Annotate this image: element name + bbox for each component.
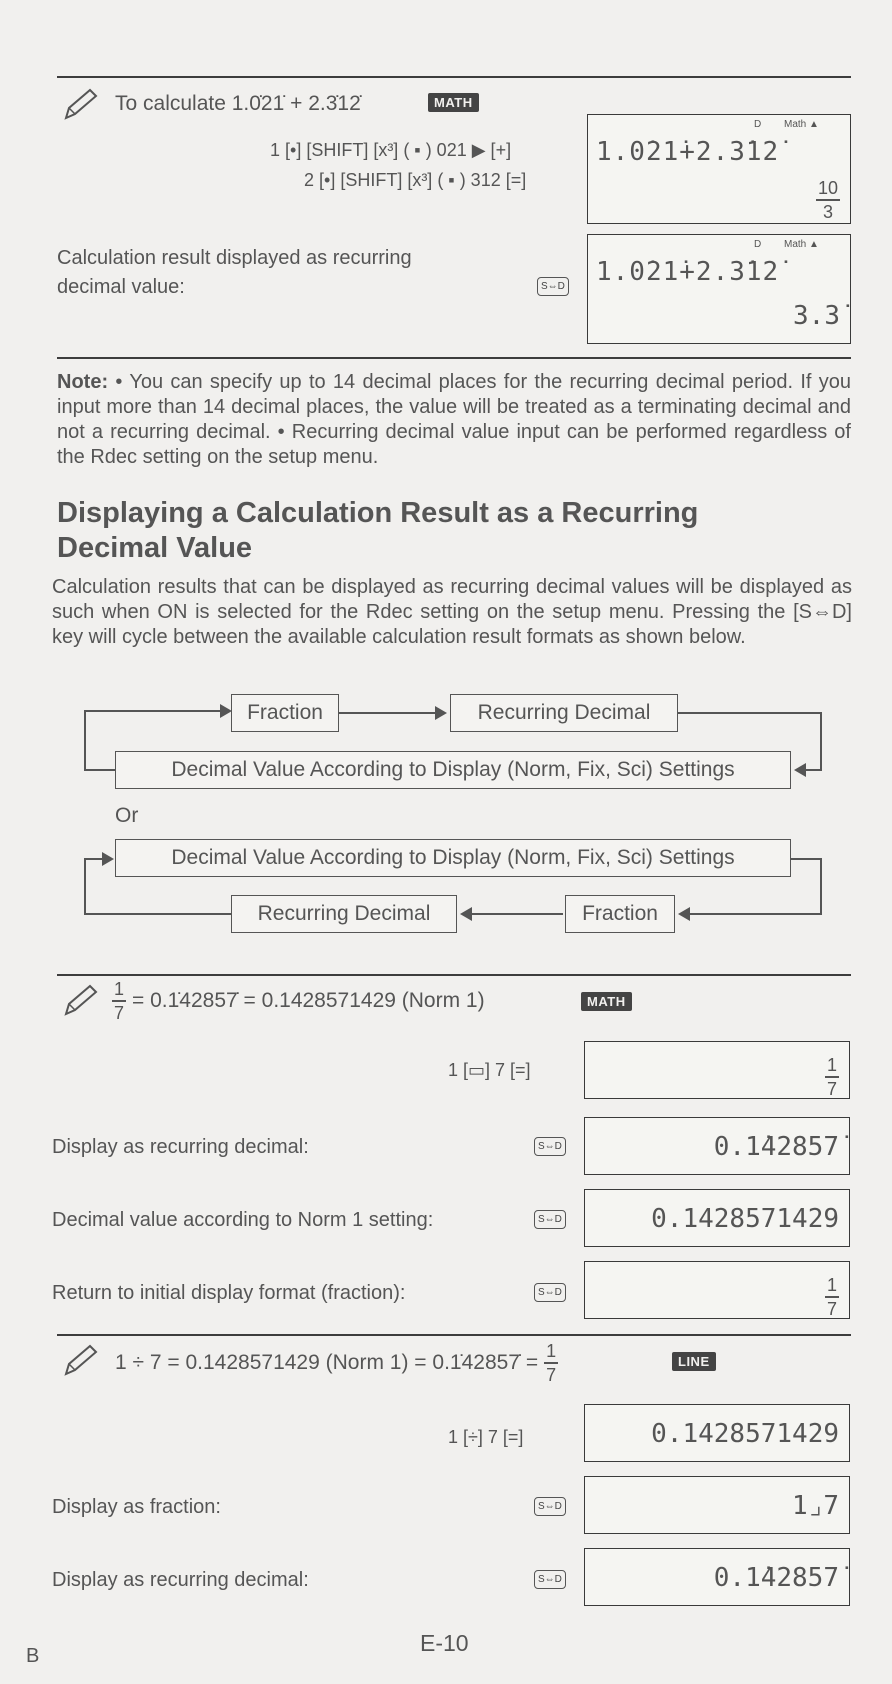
flow-connector <box>470 913 563 915</box>
flow-connector <box>84 858 86 914</box>
fraction-numerator: 10 <box>817 178 838 198</box>
calculator-screen <box>587 114 851 224</box>
screen-result-fraction <box>816 171 840 221</box>
fraction-numerator: 1 <box>546 1341 557 1361</box>
row-label: Display as recurring decimal: <box>52 1136 309 1158</box>
arrow-left-icon <box>460 907 472 921</box>
note-text: • You can specify up to 14 decimal places for the recurring decimal period. If you input more than 14 decimal places, the value will be treated as a terminating decimal and not a recurring decimal. • Recurring decimal value input can be performed regardless of the Rdec setting on the setup menu. <box>57 371 851 468</box>
calculator-screen <box>584 1189 850 1247</box>
row-label: Decimal value according to Norm 1 setting: <box>52 1209 434 1231</box>
arrow-right-icon <box>435 706 447 720</box>
fraction-denominator: 7 <box>826 1298 837 1319</box>
flow-connector <box>820 858 822 915</box>
fraction-denominator: 3 <box>822 201 833 222</box>
flow-connector <box>84 913 231 915</box>
row-label: Display as recurring decimal: <box>52 1569 309 1591</box>
section-rule <box>57 357 851 359</box>
flow-connector <box>339 712 441 714</box>
calculator-screen <box>584 1548 850 1606</box>
screen-result: 0.1̇42857̇ <box>713 1132 839 1162</box>
arrow-right-icon <box>102 852 114 866</box>
example-formula <box>115 1342 558 1384</box>
or-label: Or <box>115 804 139 827</box>
fraction-numerator: 1 <box>114 979 125 999</box>
fraction-numerator: 1 <box>826 1055 837 1075</box>
flow-box-recurring: Recurring Decimal <box>231 895 457 933</box>
formula-text: 1 ÷ 7 = 0.1428571429 (Norm 1) = 0.1̇42857̇ = <box>115 1350 539 1374</box>
fraction-denominator: 7 <box>826 1078 837 1099</box>
flow-connector <box>791 858 822 860</box>
arrow-left-icon <box>678 907 690 921</box>
pencil-icon <box>60 982 100 1018</box>
flow-connector <box>84 769 115 771</box>
key-sequence-line1: 1 [•] [SHIFT] [x³] ( ▪ ) 021 ▶ [+] <box>270 140 512 160</box>
key-sequence: 1 [÷] 7 [=] <box>448 1427 524 1447</box>
row-label: Display as fraction: <box>52 1496 221 1518</box>
note-paragraph <box>57 370 851 470</box>
pencil-icon <box>60 86 100 122</box>
page-number: E-10 <box>420 1630 469 1656</box>
example-formula <box>112 980 485 1022</box>
fraction-numerator: 1 <box>826 1275 837 1295</box>
key-sequence: 1 [▭] 7 [=] <box>448 1060 531 1080</box>
sd-key: S⇔D <box>534 1497 566 1516</box>
flow-connector <box>84 710 228 712</box>
flow-connector <box>678 712 822 714</box>
screen-input: 1.0̇21̇+2.3̇12̇ <box>596 257 780 287</box>
section-heading: Displaying a Calculation Result as a Recurring <box>57 497 699 529</box>
degree-indicator: D <box>754 119 762 130</box>
calculator-screen <box>584 1476 850 1534</box>
screen-result: 0.1428571429 <box>651 1204 839 1234</box>
pencil-icon <box>60 1342 100 1378</box>
flow-box-decimal: Decimal Value According to Display (Norm, Fix, Sci) Settings <box>115 839 791 877</box>
arrow-left-icon <box>794 763 806 777</box>
flow-connector <box>804 769 822 771</box>
screen-result-fraction <box>825 1048 839 1098</box>
example-title: To calculate 1.0̇21̇ + 2.3̇12̇ <box>115 92 361 115</box>
screen-result: 0.1̇42857̇ <box>713 1563 839 1593</box>
sd-key: S⇔D <box>534 1570 566 1589</box>
section-rule <box>57 974 851 976</box>
calculator-screen <box>587 234 851 344</box>
flow-box-fraction: Fraction <box>231 694 339 732</box>
sd-key: S⇔D <box>534 1137 566 1156</box>
formula-text: = 0.1̇42857̇ = 0.1428571429 (Norm 1) <box>132 988 485 1012</box>
flow-connector <box>688 913 822 915</box>
screen-input: 1.0̇21̇+2.3̇12̇ <box>596 137 780 167</box>
math-mode-badge: MATH <box>428 93 479 112</box>
flow-box-fraction: Fraction <box>565 895 675 933</box>
screen-result: 1⌟7 <box>792 1491 839 1521</box>
row-label: Return to initial display format (fraction): <box>52 1282 406 1304</box>
section-heading-cont: Decimal Value <box>57 532 253 564</box>
fraction-denominator: 7 <box>114 1002 125 1023</box>
line-mode-badge: LINE <box>672 1352 716 1371</box>
result-label: Calculation result displayed as recurring <box>57 247 412 269</box>
math-indicator: Math ▲ <box>784 239 819 250</box>
fraction-denominator: 7 <box>546 1364 557 1385</box>
screen-result: 0.1428571429 <box>651 1419 839 1449</box>
calculator-screen <box>584 1041 850 1099</box>
sd-key: S⇔D <box>534 1283 566 1302</box>
section-body: Calculation results that can be displayed as recurring decimal values will be displayed as such when ON is selected for the Rdec setting on the setup menu. Pressing the [S⇔D] key will cycle between the available calculation result formats as shown below. <box>52 576 852 648</box>
flow-connector <box>84 710 86 770</box>
calculator-screen <box>584 1404 850 1462</box>
screen-result-fraction <box>825 1268 839 1318</box>
section-rule <box>57 76 851 78</box>
flow-box-recurring: Recurring Decimal <box>450 694 678 732</box>
flow-box-decimal: Decimal Value According to Display (Norm, Fix, Sci) Settings <box>115 751 791 789</box>
calculator-screen <box>584 1261 850 1319</box>
section-rule <box>57 1334 851 1336</box>
flow-connector <box>820 712 822 771</box>
result-label-cont: decimal value: <box>57 276 185 298</box>
math-mode-badge: MATH <box>581 992 632 1011</box>
math-indicator: Math ▲ <box>784 119 819 130</box>
note-label: Note: <box>57 371 109 393</box>
calculator-screen <box>584 1117 850 1175</box>
screen-result: 3.3̇ <box>793 301 840 331</box>
footer-letter: B <box>26 1645 40 1667</box>
sd-key: S⇔D <box>537 277 569 296</box>
degree-indicator: D <box>754 239 762 250</box>
sd-key: S⇔D <box>534 1210 566 1229</box>
key-sequence-line2: 2 [•] [SHIFT] [x³] ( ▪ ) 312 [=] <box>304 170 527 190</box>
